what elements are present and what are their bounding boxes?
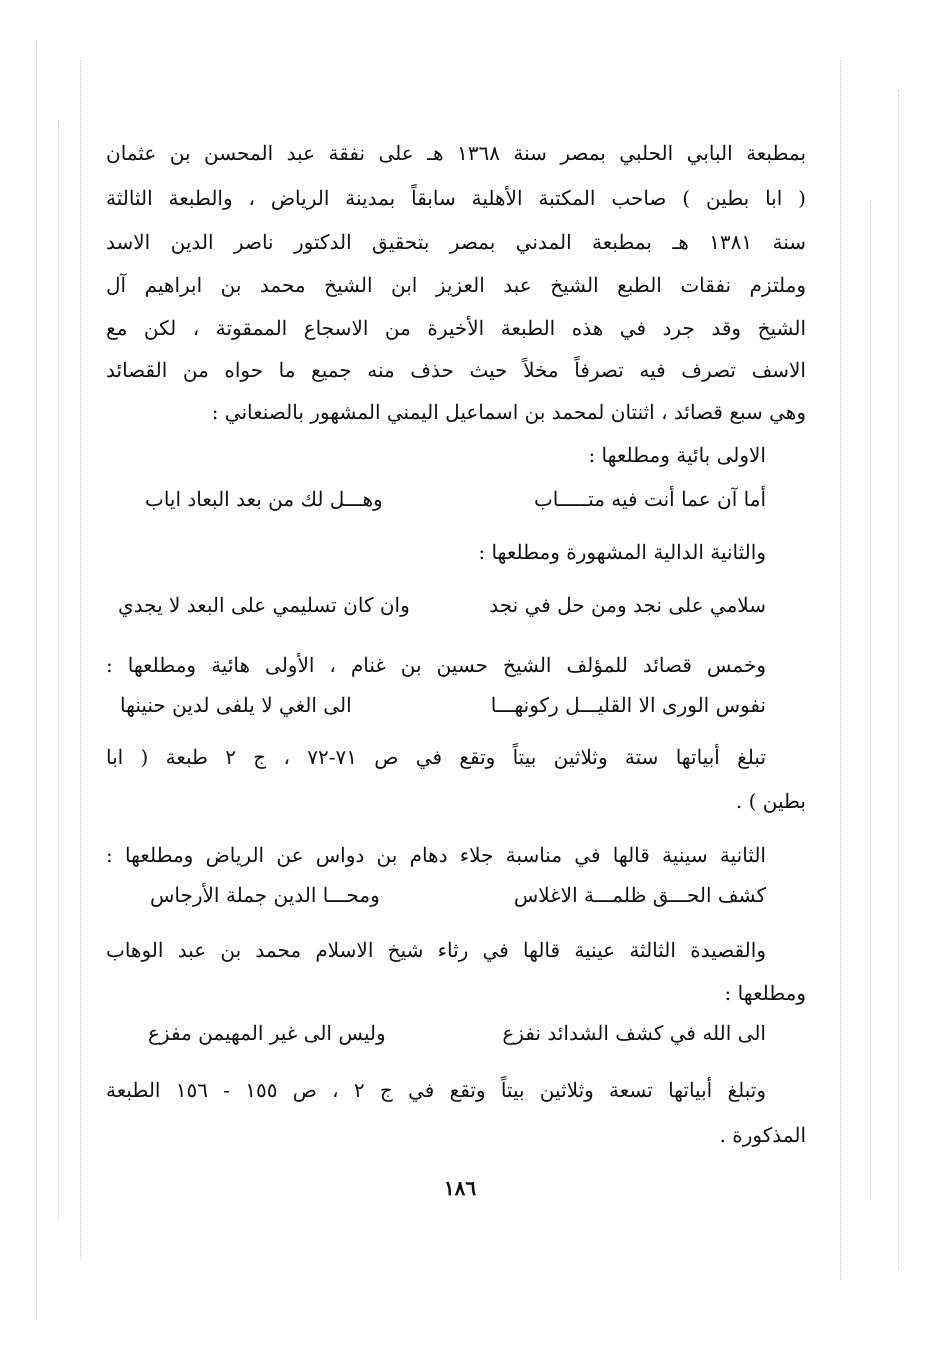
text-line: الشيخ وقد جرد في هذه الطبعة الأخيرة من الاسجاع الممقوتة ، لكن مع xyxy=(106,316,806,340)
scan-noise xyxy=(840,60,841,1280)
text-line: بطين ) . xyxy=(735,789,806,813)
verse-hemistich-left: ومحـــا الدين جملة الأرجاس xyxy=(150,883,380,907)
verse-hemistich-right: أما آن عما أنت فيه متـــــاب xyxy=(533,487,766,511)
text-line: المذكورة . xyxy=(719,1123,806,1147)
text-line: ( ابا بطين ) صاحب المكتبة الأهلية سابقاً بمدينة الرياض ، والطبعة الثالثة xyxy=(106,186,806,210)
verse-hemistich-right: كشف الحـــق ظلمـــة الاغلاس xyxy=(513,883,766,907)
scan-noise xyxy=(58,120,59,1220)
text-line: ومطلعها : xyxy=(724,981,806,1005)
text-line: الاسف تصرف فيه تصرفاً مخلاً حيث حذف منه جميع ما حواه من القصائد xyxy=(106,358,806,382)
poem-intro: الثانية سينية قالها في مناسبة جلاء دهام بن دواس عن الرياض ومطلعها : xyxy=(106,843,766,867)
poem-intro: والثانية الدالية المشهورة ومطلعها : xyxy=(478,540,766,564)
verse-hemistich-right: الى الله في كشف الشدائد نفزع xyxy=(502,1021,766,1045)
text-line: وملتزم نفقات الطبع الشيخ عبد العزيز ابن الشيخ محمد بن ابراهيم آل xyxy=(106,273,806,297)
text-line: سنة ١٣٨١ هـ بمطبعة المدني بمصر بتحقيق الدكتور ناصر الدين الاسد xyxy=(106,230,806,254)
poem-intro: والقصيدة الثالثة عينية قالها في رثاء شيخ الاسلام محمد بن عبد الوهاب xyxy=(106,938,766,962)
verse-hemistich-left: وهـــل لك من بعد البعاد اياب xyxy=(145,487,383,511)
scan-noise xyxy=(36,40,37,1320)
verse-hemistich-right: نفوس الورى الا القليـــل ركونهـــا xyxy=(490,693,766,717)
scan-noise xyxy=(870,200,871,1200)
text-line: بمطبعة البابي الحلبي بمصر سنة ١٣٦٨ هـ على نفقة عبد المحسن بن عثمان xyxy=(106,141,806,165)
scan-noise xyxy=(898,90,899,1270)
scan-noise xyxy=(80,60,81,1260)
verse-hemistich-right: سلامي على نجد ومن حل في نجد xyxy=(489,593,766,617)
poem-intro: وخمس قصائد للمؤلف الشيخ حسين بن غنام ، الأولى هائية ومطلعها : xyxy=(106,653,766,677)
poem-intro: الاولى بائية ومطلعها : xyxy=(588,443,766,467)
page-number: ١٨٦ xyxy=(443,1176,477,1200)
verse-hemistich-left: وليس الى غير المهيمن مفزع xyxy=(148,1021,386,1045)
text-line: وتبلغ أبياتها تسعة وثلاثين بيتاً وتقع في ج ٢ ، ص ١٥٥ - ١٥٦ الطبعة xyxy=(106,1078,766,1102)
verse-hemistich-left: وان كان تسليمي على البعد لا يجدي xyxy=(118,593,410,617)
verse-hemistich-left: الى الغي لا يلفى لدين حنينها xyxy=(120,693,352,717)
text-line: تبلغ أبياتها ستة وثلاثين بيتاً وتقع في ص ٧١-٧٢ ، ج ٢ طبعة ( ابا xyxy=(106,745,766,769)
text-line: وهي سبع قصائد ، اثنتان لمحمد بن اسماعيل اليمني المشهور بالصنعاني : xyxy=(211,400,806,424)
